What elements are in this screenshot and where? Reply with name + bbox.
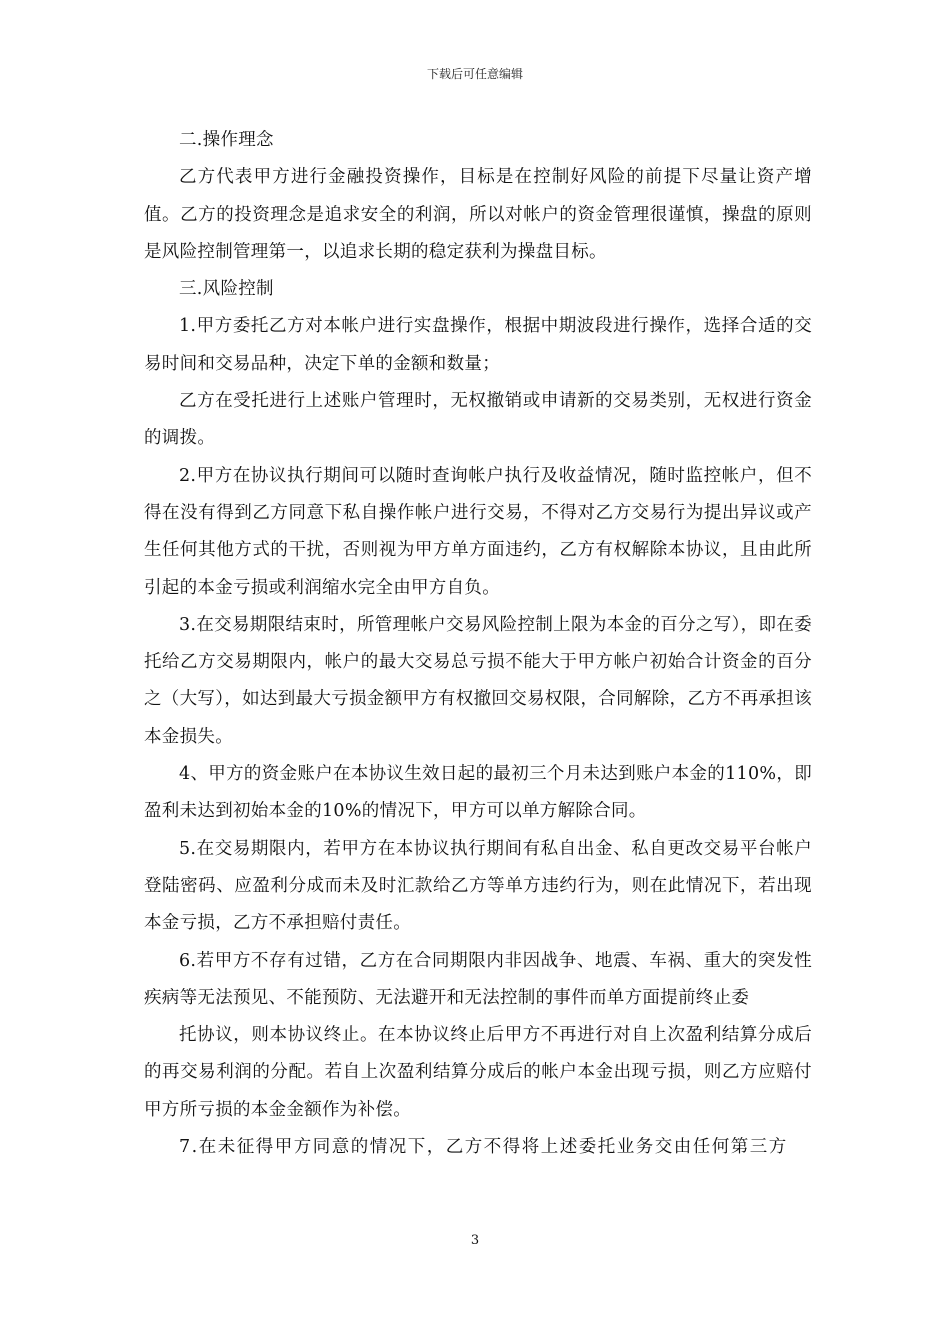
paragraph-operation-concept: 乙方代表甲方进行金融投资操作，目标是在控制好风险的前提下尽量让资产增值。乙方的投资理念是追求安全的利润，所以对帐户的资金管理很谨慎，操盘的原则是风险控制管理第一，以追求长期的稳定获利为操盘目标。 — [144, 167, 812, 262]
clause-6-continued: 托协议，则本协议终止。在本协议终止后甲方不再进行对自上次盈利结算分成后的再交易利润的分配。若自上次盈利结算分成后的帐户本金出现亏损，则乙方应赔付甲方所亏损的本金金额作为补偿。 — [144, 1025, 812, 1120]
clause-7: 7.在未征得甲方同意的情况下，乙方不得将上述委托业务交由任何第三方 — [179, 1137, 788, 1158]
section-heading-operation-concept: 二.操作理念 — [179, 130, 274, 150]
clause-1-continued: 乙方在受托进行上述账户管理时，无权撤销或申请新的交易类别，无权进行资金的调拨。 — [144, 391, 812, 449]
section-heading-risk-control: 三.风险控制 — [179, 279, 274, 300]
clause-6: 6.若甲方不存有过错，乙方在合同期限内非因战争、地震、车祸、重大的突发性疾病等无法预见、不能预防、无法避开和无法控制的事件而单方面提前终止委 — [144, 950, 812, 1008]
clause-1: 1.甲方委托乙方对本帐户进行实盘操作，根据中期波段进行操作，选择合适的交易时间和交易品种，决定下单的金额和数量； — [144, 316, 812, 374]
page-number: 3 — [470, 1233, 480, 1248]
clause-2: 2.甲方在协议执行期间可以随时查询帐户执行及收益情况，随时监控帐户，但不得在没有得到乙方同意下私自操作帐户进行交易，不得对乙方交易行为提出异议或产生任何其他方式的干扰，否则视为甲方单方面违约，乙方有权解除本协议，且由此所引起的本金亏损或利润缩水完全由甲方自负。 — [144, 465, 812, 598]
document-body — [144, 122, 812, 1166]
page-header: 下载后可任意编辑 — [426, 67, 523, 81]
clause-5: 5.在交易期限内，若甲方在本协议执行期间有私自出金、私自更改交易平台帐户登陆密码、应盈利分成而未及时汇款给乙方等单方违约行为，则在此情况下，若出现本金亏损，乙方不承担赔付责任。 — [144, 838, 812, 934]
clause-3: 3.在交易期限结束时，所管理帐户交易风险控制上限为本金的百分之写），即在委托给乙方交易期限内，帐户的最大交易总亏损不能大于甲方帐户初始合计资金的百分之（大写），如达到最大亏损金额甲方有权撤回交易权限，合同解除，乙方不再承担该本金损失。 — [144, 614, 812, 747]
clause-4: 4、甲方的资金账户在本协议生效日起的最初三个月未达到账户本金的110%，即盈利未达到初始本金的10%的情况下，甲方可以单方解除合同。 — [144, 764, 812, 822]
